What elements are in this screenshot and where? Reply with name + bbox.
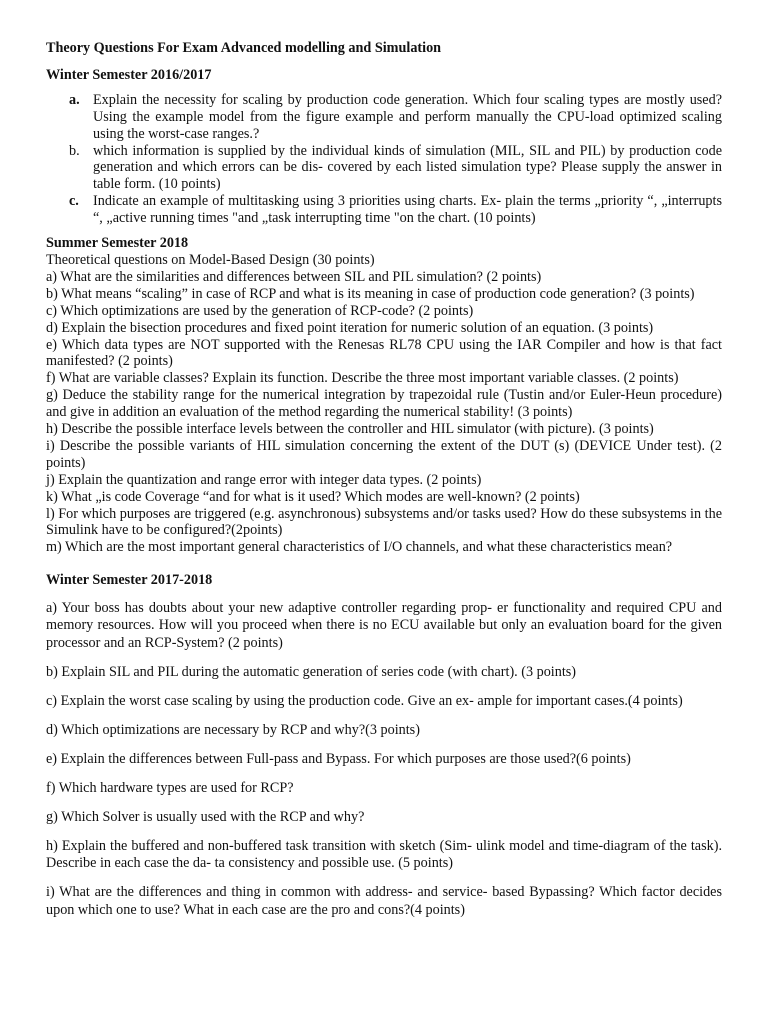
question-item: m) Which are the most important general characteristics of I/O channels, and what these characteristics mean? <box>46 539 673 556</box>
item-marker: b. <box>69 142 80 159</box>
question-item: a) Your boss has doubts about your new adaptive controller regarding prop- er functionality and required CPU and memory resources. How will you proceed when there is no ECU available but only an evaluation board for the given processor and an RCP-System? (2 points) <box>46 599 722 651</box>
question-item: g) Deduce the stability range for the numerical integration by trapezoidal rule (Tustin and/or Euler-Heun procedure) and give in addition an evaluation of the method regarding the numerical stability! (3 points) <box>46 387 722 421</box>
question-item: k) What „is code Coverage “and for what is it used? Which modes are well-known? (2 points) <box>46 488 580 505</box>
item-text: Indicate an example of multitasking using 3 priorities using charts. Ex- plain the terms „priority “, „interrupts “, „active running times "and „task interrupting time "on the chart. (10 points) <box>93 193 722 227</box>
question-item: c) Which optimizations are used by the generation of RCP-code? (2 points) <box>46 302 474 319</box>
question-item: b) Explain SIL and PIL during the automatic generation of series code (with chart). (3 points) <box>46 663 577 680</box>
section-heading: Summer Semester 2018 <box>46 235 189 252</box>
document-title: Theory Questions For Exam Advanced modelling and Simulation <box>46 40 442 56</box>
question-item: d) Explain the bisection procedures and fixed point iteration for numeric solution of an equation. (3 points) <box>46 319 654 336</box>
section-heading: Winter Semester 2017-2018 <box>46 572 213 589</box>
question-item: i) What are the differences and thing in common with address- and service- based Bypassing? Which factor decides upon which one to use? What in each case are the pro and cons?(4 points) <box>46 884 722 918</box>
question-item: h) Explain the buffered and non-buffered task transition with sketch (Sim- ulink model and time-diagram of the task). Describe in each case the da- ta consistency and possible use. (5 points) <box>46 837 722 872</box>
section-heading: Winter Semester 2016/2017 <box>46 66 212 83</box>
list-item <box>46 92 722 143</box>
question-item: j) Explain the quantization and range error with integer data types. (2 points) <box>46 471 482 488</box>
question-item: h) Describe the possible interface levels between the controller and HIL simulator (with picture). (3 points) <box>46 421 654 438</box>
question-item: e) Which data types are NOT supported with the Renesas RL78 CPU using the IAR Compiler and how is that fact manifested? (2 points) <box>46 336 722 370</box>
section-winter-2016 <box>46 67 722 227</box>
list-item <box>46 193 722 227</box>
question-item: f) Which hardware types are used for RCP? <box>46 779 294 796</box>
item-marker: c. <box>69 193 79 210</box>
question-item: i) Describe the possible variants of HIL simulation concerning the extent of the DUT (s) (DEVICE Under test). (2 points) <box>46 437 722 471</box>
question-item: f) What are variable classes? Explain its function. Describe the three most important variable classes. (2 points) <box>46 370 679 387</box>
question-item: d) Which optimizations are necessary by RCP and why?(3 points) <box>46 721 420 738</box>
section-winter-2017 <box>46 572 722 919</box>
question-item: a) What are the similarities and differences between SIL and PIL simulation? (2 points) <box>46 268 542 285</box>
question-item: l) For which purposes are triggered (e.g. asynchronous) subsystems and/or tasks used? How do these subsystems in the Simulink have to be configured?(2points) <box>46 505 722 539</box>
question-item: b) What means “scaling” in case of RCP and what is its meaning in case of production code generation? (3 points) <box>46 285 695 302</box>
section-intro: Theoretical questions on Model-Based Design (30 points) <box>46 251 375 268</box>
question-item: g) Which Solver is usually used with the RCP and why? <box>46 808 365 825</box>
section-summer-2018 <box>46 235 722 556</box>
question-item: e) Explain the differences between Full-pass and Bypass. For which purposes are those used?(6 points) <box>46 750 631 767</box>
item-marker: a. <box>69 91 80 108</box>
item-text: Explain the necessity for scaling by production code generation. Which four scaling types are mostly used? Using the example model from the figure example and perform manually the CPU-load optimized scaling using the worst-case ranges.? <box>93 91 722 142</box>
item-text: which information is supplied by the individual kinds of simulation (MIL, SIL and PIL) by production code generation and which errors can be dis- covered by each listed simulation type? Please supply the answer in table form. (10 points) <box>93 142 722 193</box>
question-list <box>46 92 722 227</box>
question-item: c) Explain the worst case scaling by using the production code. Give an ex- ample for important cases.(4 points) <box>46 692 683 709</box>
document-page <box>46 40 722 931</box>
list-item <box>46 143 722 194</box>
